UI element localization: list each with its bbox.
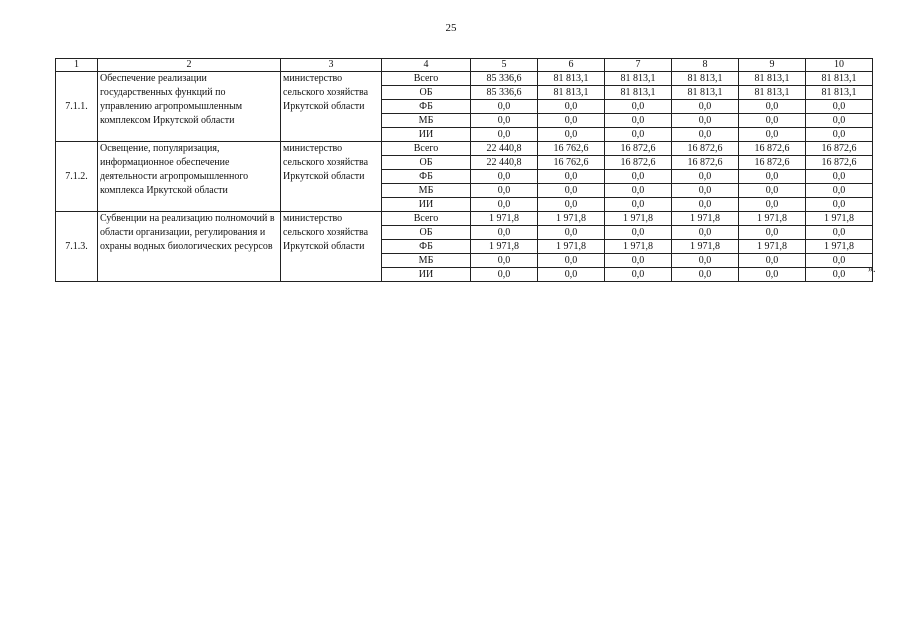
funding-value: 0,0 <box>538 114 605 128</box>
column-header: 8 <box>672 59 739 72</box>
column-header: 5 <box>471 59 538 72</box>
funding-value: 0,0 <box>806 198 873 212</box>
funding-value: 16 872,6 <box>806 156 873 170</box>
funding-value: 22 440,8 <box>471 156 538 170</box>
funding-value: 0,0 <box>806 268 873 282</box>
funding-value: 1 971,8 <box>471 240 538 254</box>
funding-value: 0,0 <box>605 198 672 212</box>
funding-value: 1 971,8 <box>471 212 538 226</box>
funding-value: 0,0 <box>605 114 672 128</box>
funding-value: 0,0 <box>739 128 806 142</box>
funding-value: 0,0 <box>605 184 672 198</box>
table-row <box>56 212 873 226</box>
column-header: 1 <box>56 59 98 72</box>
funding-value: 0,0 <box>605 128 672 142</box>
table-row <box>56 142 873 156</box>
funding-value: 0,0 <box>538 100 605 114</box>
funding-value: 0,0 <box>739 100 806 114</box>
row-number: 7.1.1. <box>56 72 98 142</box>
funding-value: 0,0 <box>605 100 672 114</box>
funding-value: 16 872,6 <box>739 142 806 156</box>
funding-value: 0,0 <box>471 254 538 268</box>
funding-value: 0,0 <box>672 170 739 184</box>
funding-value: 0,0 <box>806 170 873 184</box>
funding-value: 0,0 <box>739 184 806 198</box>
column-header: 4 <box>382 59 471 72</box>
column-header: 7 <box>605 59 672 72</box>
funding-value: 85 336,6 <box>471 86 538 100</box>
funding-value: 81 813,1 <box>739 86 806 100</box>
executor-name: министерство сельского хозяйства Иркутской области <box>281 212 382 282</box>
funding-value: 16 872,6 <box>605 142 672 156</box>
funding-source: Всего <box>382 142 471 156</box>
funding-source: ФБ <box>382 100 471 114</box>
funding-value: 81 813,1 <box>538 72 605 86</box>
funding-value: 0,0 <box>739 114 806 128</box>
funding-value: 0,0 <box>471 128 538 142</box>
funding-value: 0,0 <box>538 184 605 198</box>
funding-value: 0,0 <box>739 268 806 282</box>
funding-value: 81 813,1 <box>605 86 672 100</box>
funding-value: 0,0 <box>471 226 538 240</box>
funding-value: 22 440,8 <box>471 142 538 156</box>
funding-source: ОБ <box>382 86 471 100</box>
funding-value: 0,0 <box>739 170 806 184</box>
funding-source: МБ <box>382 114 471 128</box>
funding-value: 81 813,1 <box>538 86 605 100</box>
activity-name: Субвенции на реализацию полномочий в области организации, регулирования и охраны водных биологических ресурсов <box>98 212 281 282</box>
funding-value: 81 813,1 <box>672 86 739 100</box>
column-header: 10 <box>806 59 873 72</box>
funding-value: 0,0 <box>538 268 605 282</box>
funding-value: 0,0 <box>806 226 873 240</box>
column-header: 6 <box>538 59 605 72</box>
funding-value: 1 971,8 <box>672 240 739 254</box>
funding-value: 0,0 <box>538 128 605 142</box>
funding-value: 0,0 <box>672 226 739 240</box>
activity-name: Обеспечение реализации государственных функций по управлению агропромышленным комплексом Иркутской области <box>98 72 281 142</box>
funding-value: 0,0 <box>739 254 806 268</box>
funding-value: 1 971,8 <box>806 212 873 226</box>
funding-source: ФБ <box>382 170 471 184</box>
closing-quote-mark: ». <box>868 264 876 275</box>
funding-value: 0,0 <box>538 198 605 212</box>
funding-source: Всего <box>382 212 471 226</box>
funding-value: 16 872,6 <box>739 156 806 170</box>
column-header: 2 <box>98 59 281 72</box>
funding-value: 16 872,6 <box>605 156 672 170</box>
funding-value: 16 872,6 <box>672 156 739 170</box>
funding-value: 0,0 <box>471 170 538 184</box>
funding-value: 0,0 <box>471 184 538 198</box>
funding-value: 85 336,6 <box>471 72 538 86</box>
row-number: 7.1.2. <box>56 142 98 212</box>
funding-value: 81 813,1 <box>605 72 672 86</box>
funding-value: 0,0 <box>471 114 538 128</box>
budget-table <box>55 58 873 282</box>
funding-value: 0,0 <box>471 198 538 212</box>
funding-value: 0,0 <box>471 100 538 114</box>
funding-source: ОБ <box>382 156 471 170</box>
header-row <box>56 59 873 72</box>
executor-name: министерство сельского хозяйства Иркутской области <box>281 72 382 142</box>
funding-value: 0,0 <box>672 114 739 128</box>
funding-value: 0,0 <box>806 184 873 198</box>
funding-value: 0,0 <box>672 184 739 198</box>
funding-value: 0,0 <box>739 226 806 240</box>
funding-source: ИИ <box>382 198 471 212</box>
funding-source: ФБ <box>382 240 471 254</box>
funding-value: 0,0 <box>672 268 739 282</box>
page-number: 25 <box>445 22 457 34</box>
activity-name: Освещение, популяризация, информационное обеспечение деятельности агропромышленного комплекса Иркутской области <box>98 142 281 212</box>
column-header: 9 <box>739 59 806 72</box>
funding-value: 16 872,6 <box>672 142 739 156</box>
funding-value: 1 971,8 <box>739 212 806 226</box>
funding-value: 0,0 <box>605 268 672 282</box>
funding-value: 0,0 <box>672 128 739 142</box>
funding-value: 0,0 <box>739 198 806 212</box>
funding-source: ИИ <box>382 128 471 142</box>
funding-value: 16 872,6 <box>806 142 873 156</box>
funding-value: 0,0 <box>806 100 873 114</box>
funding-value: 81 813,1 <box>739 72 806 86</box>
funding-value: 0,0 <box>672 198 739 212</box>
funding-value: 1 971,8 <box>672 212 739 226</box>
funding-value: 16 762,6 <box>538 142 605 156</box>
funding-value: 0,0 <box>538 170 605 184</box>
row-number: 7.1.3. <box>56 212 98 282</box>
funding-value: 1 971,8 <box>605 212 672 226</box>
funding-value: 0,0 <box>605 170 672 184</box>
funding-value: 0,0 <box>538 226 605 240</box>
funding-value: 1 971,8 <box>739 240 806 254</box>
funding-value: 81 813,1 <box>672 72 739 86</box>
funding-value: 0,0 <box>806 254 873 268</box>
funding-value: 0,0 <box>605 254 672 268</box>
column-header: 3 <box>281 59 382 72</box>
funding-value: 0,0 <box>672 254 739 268</box>
executor-name: министерство сельского хозяйства Иркутской области <box>281 142 382 212</box>
funding-value: 0,0 <box>806 114 873 128</box>
funding-value: 0,0 <box>806 128 873 142</box>
funding-value: 1 971,8 <box>538 212 605 226</box>
funding-value: 1 971,8 <box>538 240 605 254</box>
funding-value: 16 762,6 <box>538 156 605 170</box>
funding-source: ОБ <box>382 226 471 240</box>
funding-value: 81 813,1 <box>806 86 873 100</box>
funding-value: 1 971,8 <box>605 240 672 254</box>
funding-value: 0,0 <box>672 100 739 114</box>
funding-value: 0,0 <box>605 226 672 240</box>
funding-source: МБ <box>382 184 471 198</box>
funding-value: 81 813,1 <box>806 72 873 86</box>
funding-value: 0,0 <box>538 254 605 268</box>
funding-source: ИИ <box>382 268 471 282</box>
funding-source: МБ <box>382 254 471 268</box>
funding-source: Всего <box>382 72 471 86</box>
funding-value: 0,0 <box>471 268 538 282</box>
funding-value: 1 971,8 <box>806 240 873 254</box>
table-row <box>56 72 873 86</box>
